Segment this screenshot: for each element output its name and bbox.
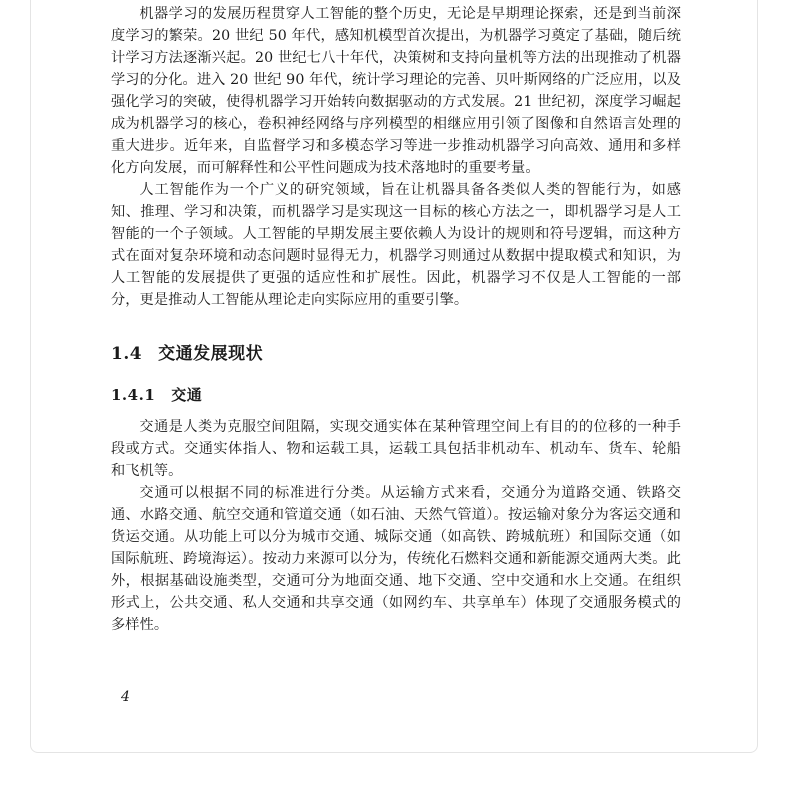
top-text-block [111,3,681,311]
paragraph-traffic-classification: 交通可以根据不同的标准进行分类。从运输方式来看，交通分为道路交通、铁路交通、水路交通、航空交通和管道交通（如石油、天然气管道）。按运输对象分为客运交通和货运交通。从功能上可以分为城市交通、城际交通（如高铁、跨城航班）和国际交通（如国际航班、跨境海运）。按动力来源可以分为，传统化石燃料交通和新能源交通两大类。此外，根据基础设施类型，交通可分为地面交通、地下交通、空中交通和水上交通。在组织形式上，公共交通、私人交通和共享交通（如网约车、共享单车）体现了交通服务模式的多样性。 [111,485,681,633]
subsection-heading [111,384,202,405]
paragraph-traffic-definition: 交通是人类为克服空间阻隔，实现交通实体在某种管理空间上有目的的位移的一种手段或方式。交通实体指人、物和运载工具，运载工具包括非机动车、机动车、货车、轮船和飞机等。 [111,419,681,479]
paragraph-ml-history: 机器学习的发展历程贯穿人工智能的整个历史，无论是早期理论探索，还是到当前深度学习的繁荣。20 世纪 50 年代，感知机模型首次提出，为机器学习奠定了基础，随后统计学习方法逐渐兴起。20 世纪七八十年代，决策树和支持向量机等方法的出现推动了机器学习的分化。进入 20 世纪 90 年代，统计学习理论的完善、贝叶斯网络的广泛应用，以及强化学习的突破，使得机器学习开始转向数据驱动的方式发展。21 世纪初，深度学习崛起成为机器学习的核心，卷积神经网络与序列模型的相继应用引领了图像和自然语言处理的重大进步。近年来，自监督学习和多模态学习等进一步推动机器学习向高效、通用和多样化方向发展，而可解释性和公平性问题成为技术落地时的重要考量。 [111,6,681,176]
section-title: 交通发展现状 [158,344,264,364]
paragraph-ai-ml-relation: 人工智能作为一个广义的研究领域，旨在让机器具备各类似人类的智能行为，如感知、推理、学习和决策，而机器学习是实现这一目标的核心方法之一，即机器学习是人工智能的一个子领域。人工智能的早期发展主要依赖人为设计的规则和符号逻辑，而这种方式在面对复杂环境和动态问题时显得无力，机器学习则通过从数据中提取模式和知识，为人工智能的发展提供了更强的适应性和扩展性。因此，机器学习不仅是人工智能的一部分，更是推动人工智能从理论走向实际应用的重要引擎。 [111,182,681,308]
subsection-title: 交通 [171,386,203,404]
section-number: 1.4 [111,344,143,364]
section-heading [111,339,263,364]
document-page [30,0,758,753]
subsection-number: 1.4.1 [111,386,156,404]
page-number: 4 [121,689,130,705]
bottom-text-block [111,416,681,636]
